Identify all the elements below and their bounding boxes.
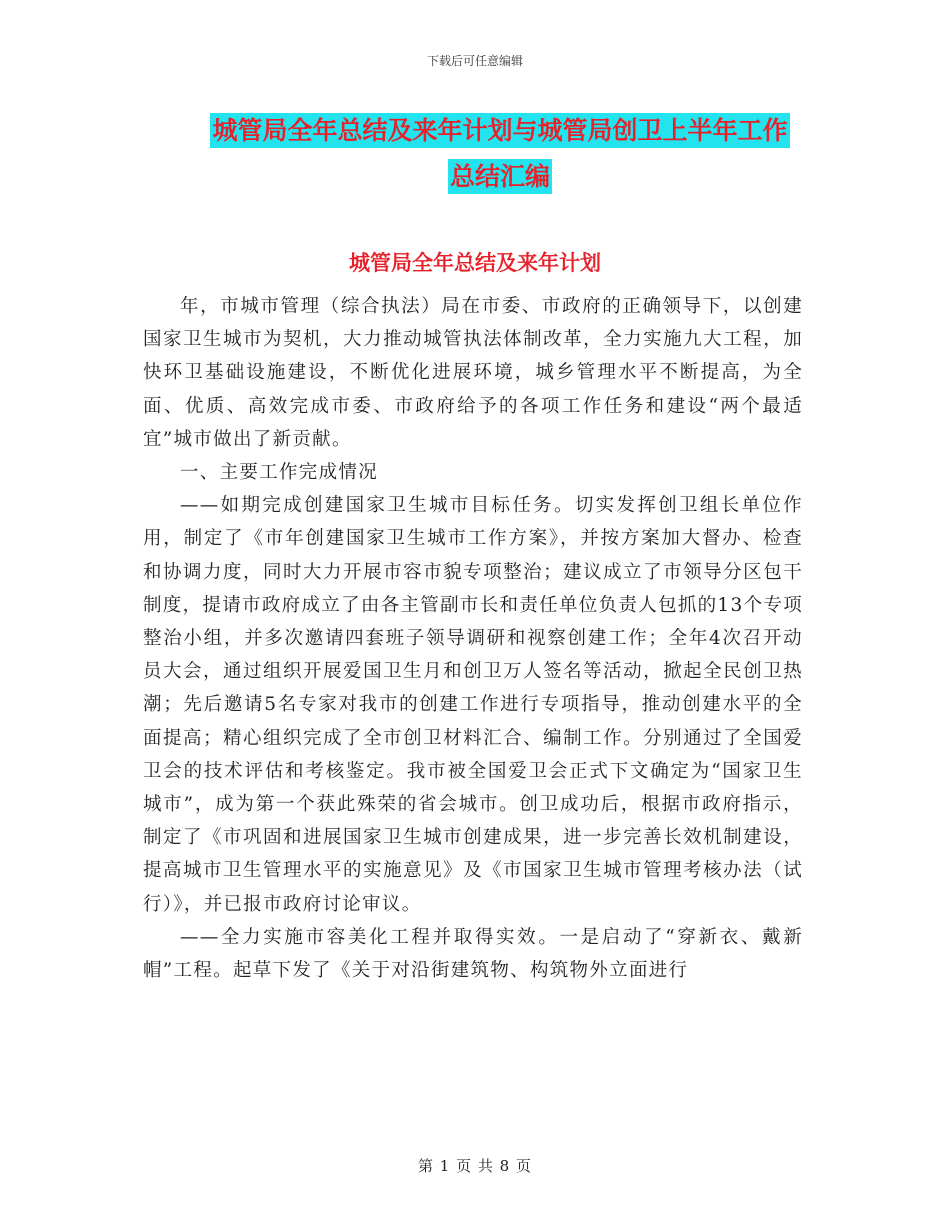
paragraph-city-beautification: ——全力实施市容美化工程并取得实效。一是启动了“穿新衣、戴新帽”工程。起草下发了《关于对沿街建筑物、构筑物外立面进行	[143, 926, 803, 982]
paragraph-sanitary-city: ——如期完成创建国家卫生城市目标任务。切实发挥创卫组长单位作用，制定了《市年创建国家卫生城市工作方案》，并按方案加大督办、检查和协调力度，同时大力开展市容市貌专项整治；建议成立了市领导分区包干制度，提请市政府成立了由各主管副市长和责任单位负责人包抓的13个专项整治小组，并多次邀请四套班子领导调研和视察创建工作；全年4次召开动员大会，通过组织开展爱国卫生月和创卫万人签名等活动，掀起全民创卫热潮；先后邀请5名专家对我市的创建工作进行专项指导，推动创建水平的全面提高；精心组织完成了全市创卫材料汇合、编制工作。分别通过了全国爱卫会的技术评估和考核鉴定。我市被全国爱卫会正式下文确定为“国家卫生城市”，成为第一个获此殊荣的省会城市。创卫成功后，根据市政府指示，制定了《市巩固和进展国家卫生城市创建成果，进一步完善长效机制建设，提高城市卫生管理水平的实施意见》及《市国家卫生城市管理考核办法（试行）》，并已报市政府讨论审议。	[143, 495, 803, 915]
document-title	[140, 108, 860, 200]
page-footer-number: 第 1 页 共 8 页	[418, 1157, 532, 1175]
paragraph-heading-main-work: 一、主要工作完成情况	[180, 462, 379, 484]
page-header-note: 下载后可任意编辑	[426, 54, 523, 68]
document-body	[143, 290, 803, 987]
paragraph-intro: 年，市城市管理（综合执法）局在市委、市政府的正确领导下，以创建国家卫生城市为契机，大力推动城管执法体制改革，全力实施九大工程，加快环卫基础设施建设，不断优化进展环境，城乡管理水平不断提高，为全面、优质、高效完成市委、市政府给予的各项工作任务和建设“两个最适宜”城市做出了新贡献。	[143, 296, 803, 450]
document-title-line-2: 总结汇编	[448, 159, 552, 194]
document-title-line-1: 城管局全年总结及来年计划与城管局创卫上半年工作	[210, 113, 789, 148]
section-title: 城管局全年总结及来年计划	[349, 251, 601, 275]
